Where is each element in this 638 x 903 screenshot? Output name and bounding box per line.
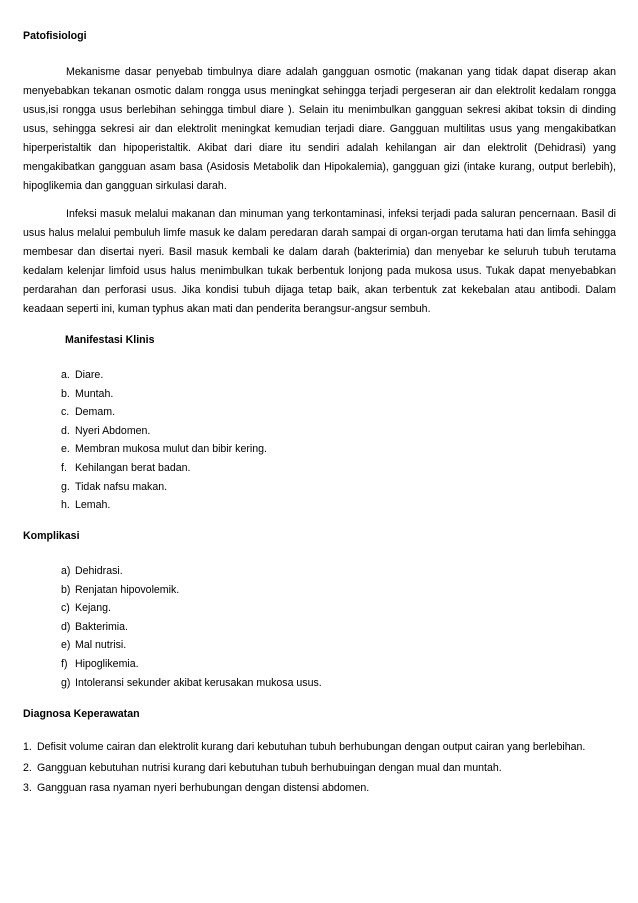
list-item-text: Muntah. [75,387,114,400]
list-item [61,599,322,618]
list-item-text: Tidak nafsu makan. [75,480,168,493]
list-item-text: Defisit volume cairan dan elektrolit kurang dari kebutuhan tubuh berhubungan dengan output cairan yang berlebihan. [37,741,586,753]
list-item [23,778,585,799]
list-marker: b. [61,387,70,400]
list-item-text: Nyeri Abdomen. [75,424,151,437]
paragraph-text: Infeksi masuk melalui makanan dan minuman yang terkontaminasi, infeksi terjadi pada saluran pencernaan. Basil di usus halus melalui pembuluh limfe masuk ke dalam peredaran darah sampai di organ-organ terutama hati dan limfa sehingga membesar dan disertai nyeri. Basil masuk kembali ke dalam darah (bakterimia) dan menyebar ke seluruh tubuh terutama kedalam kelenjar limfoid usus halus menimbulkan tukak berbentuk lonjong pada mukosa usus. Tukak dapat menyebabkan perdarahan dan perforasi usus. Jika kondisi tubuh dijaga tetap baik, akan terbentuk zat kekebalan atau antibodi. Dalam keadaan seperti ini, kuman typhus akan mati dan penderita berangsur-angsur sembuh. [23,208,616,315]
list-item-text: Mal nutrisi. [75,639,127,652]
list-item-text: Gangguan kebutuhan nutrisi kurang dari kebutuhan tubuh berhubuingan dengan mual dan muntah. [37,761,502,774]
patofisiologi-paragraph-2 [23,205,616,319]
manifestasi-list [61,366,267,515]
list-item-text: Bakterimia. [75,620,128,633]
list-item-text: Lemah. [75,499,111,512]
list-item-text: Hipoglikemia. [75,657,139,670]
list-item [61,385,267,404]
list-item [61,459,267,478]
paragraph-text: Mekanisme dasar penyebab timbulnya diare adalah gangguan osmotic (makanan yang tidak dapat diserap akan menyebabkan tekanan osmotic dalam rongga usus meningkat sehingga terjadi pergeseran air dan elektrolit kedalam rongga usus,isi rongga usus berlebihan sehingga timbul diare ). Selain itu menimbulkan gangguan sekresi akibat toksin di dinding usus, sehingga sekresi air dan elektrolit meningkat kemudian terjadi diare. Gangguan multilitas usus yang mengakibatkan hiperperistaltik dan hipoperistaltik. Akibat dari diare itu sendiri adalah kehilangan air dan elektrolit (Dehidrasi) yang mengakibatkan gangguan asam basa (Asidosis Metabolik dan Hipokalemia), gangguan gizi (intake kurang, output berlebih), hipoglikemia dan gangguan sirkulasi darah. [23,66,616,192]
list-marker: f) [61,657,68,670]
list-item [61,403,267,422]
list-item [23,758,585,779]
list-item [61,496,267,515]
list-marker: e) [61,639,71,652]
list-item [61,655,322,674]
list-item [61,618,322,637]
list-item-text: Kehilangan berat badan. [75,461,191,474]
list-marker: d. [61,424,70,437]
list-marker: g) [61,676,71,689]
list-item-text: Intoleransi sekunder akibat kerusakan mukosa usus. [75,676,322,689]
list-marker: 2. [23,761,32,774]
list-item-text: Gangguan rasa nyaman nyeri berhubungan dengan distensi abdomen. [37,782,370,794]
list-marker: f. [61,461,67,474]
list-item-text: Diare. [75,369,104,381]
patofisiologi-paragraph-1 [23,63,616,196]
list-item [61,440,267,459]
list-marker: a) [61,565,71,577]
list-item [61,422,267,441]
list-item-text: Dehidrasi. [75,565,123,577]
list-item-text: Membran mukosa mulut dan bibir kering. [75,443,267,456]
list-marker: e. [61,443,70,456]
list-marker: 1. [23,741,32,753]
list-item [61,478,267,497]
list-marker: 3. [23,782,32,794]
komplikasi-heading: Komplikasi [23,530,80,542]
list-item [61,636,322,655]
patofisiologi-heading: Patofisiologi [23,30,87,42]
komplikasi-list [61,562,322,692]
list-item [61,366,267,385]
list-marker: h. [61,499,70,512]
diagnosa-heading: Diagnosa Keperawatan [23,708,140,720]
list-marker: d) [61,620,71,633]
list-marker: g. [61,480,70,493]
list-item [23,737,585,758]
list-marker: a. [61,369,70,381]
list-item-text: Kejang. [75,602,111,615]
list-item-text: Demam. [75,406,116,419]
list-marker: c. [61,406,70,419]
manifestasi-heading: Manifestasi Klinis [65,334,155,346]
list-item-text: Renjatan hipovolemik. [75,583,180,596]
list-item [61,581,322,600]
list-item [61,674,322,693]
list-item [61,562,322,581]
diagnosa-list [23,737,585,799]
list-marker: c) [61,602,70,615]
list-marker: b) [61,583,71,596]
